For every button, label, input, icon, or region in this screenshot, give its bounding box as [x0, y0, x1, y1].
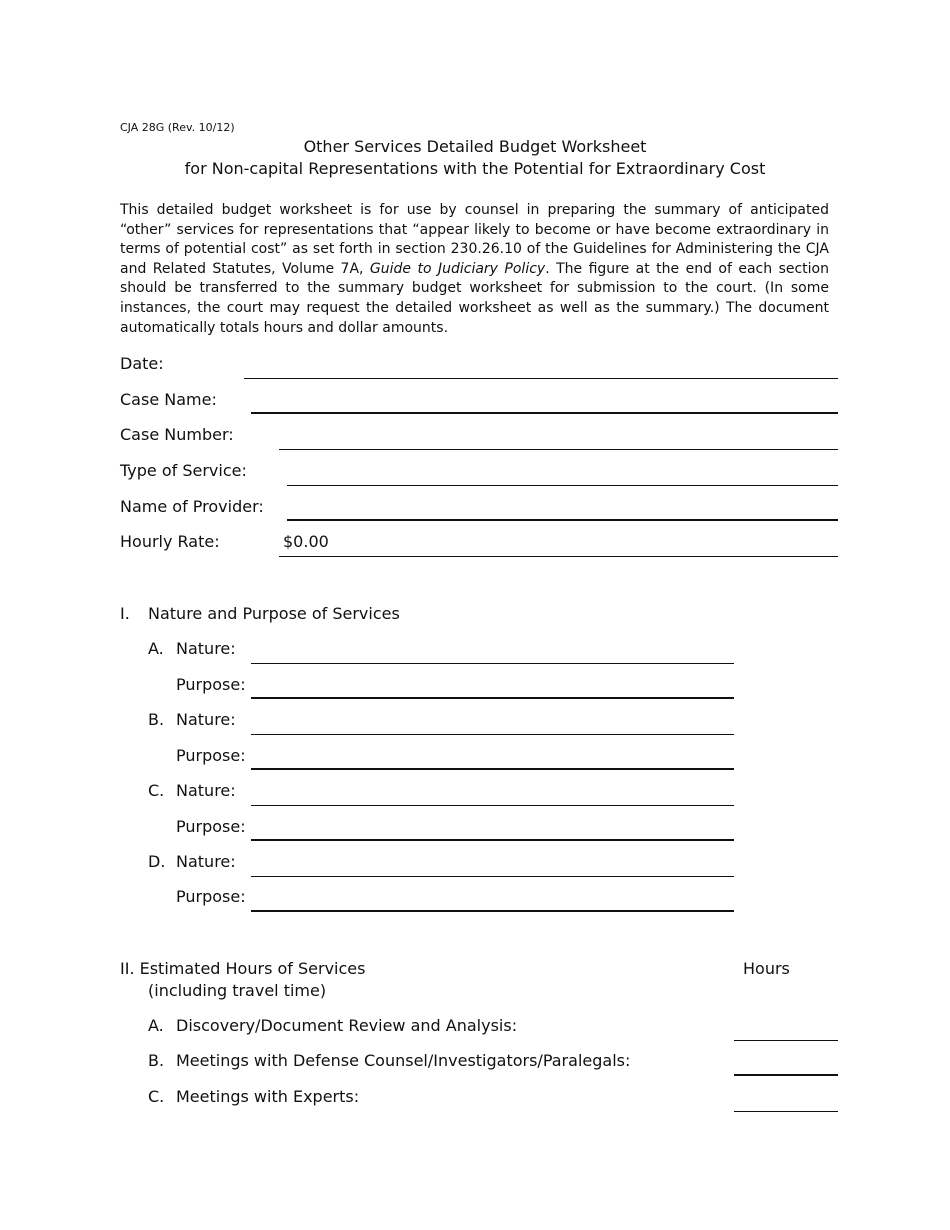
hours-field-discovery[interactable] — [736, 1018, 835, 1038]
section2-title: II. Estimated Hours of Services — [120, 959, 366, 978]
nature-label: Nature: — [176, 710, 236, 729]
nature-label: Nature: — [176, 852, 236, 871]
nature-underline-d — [251, 876, 734, 877]
purpose-underline-b — [251, 768, 734, 770]
case-name-underline — [251, 412, 838, 414]
nature-underline-b — [251, 734, 734, 735]
intro-italic-title: Guide to Judiciary Policy — [369, 260, 546, 277]
section1-item-letter: B. — [148, 710, 165, 729]
hours-item-label: Meetings with Defense Counsel/Investigators/Paralegals: — [176, 1051, 631, 1070]
type-of-service-field[interactable] — [289, 464, 836, 484]
section1-item-letter: D. — [148, 852, 166, 871]
purpose-label: Purpose: — [176, 817, 246, 836]
case-number-field[interactable] — [281, 428, 836, 448]
purpose-label: Purpose: — [176, 746, 246, 765]
purpose-field-a[interactable] — [253, 677, 731, 697]
hours-underline-c — [734, 1111, 838, 1112]
form-id: CJA 28G (Rev. 10/12) — [120, 121, 235, 134]
date-label: Date: — [120, 354, 164, 373]
case-name-label: Case Name: — [120, 390, 217, 409]
nature-field-a[interactable] — [253, 642, 731, 662]
hourly-rate-label: Hourly Rate: — [120, 532, 220, 551]
purpose-field-d[interactable] — [253, 890, 731, 910]
nature-field-d[interactable] — [253, 855, 731, 875]
hourly-rate-value[interactable]: $0.00 — [283, 532, 329, 551]
type-of-service-underline — [287, 485, 838, 486]
case-number-label: Case Number: — [120, 425, 234, 444]
nature-label: Nature: — [176, 639, 236, 658]
purpose-underline-d — [251, 910, 734, 912]
nature-underline-a — [251, 663, 734, 664]
intro-text-1: This detailed budget worksheet is for use by counsel in preparing the summary of anticipated “other” services for representations that “appear likely to become or have become extraordinary in terms of potential cost” as set forth in section 230.26.10 of the Guidelines for Administering the CJA and Related Statutes, Volume 7A, — [120, 202, 829, 277]
hours-item-letter: A. — [148, 1016, 164, 1035]
nature-underline-c — [251, 805, 734, 806]
purpose-underline-a — [251, 697, 734, 699]
intro-text-2: . The figure at the end of each section should be transferred to the summary budget worksheet for submission to the court. (In some instances, the court may request the detailed worksheet as well as the summary.) The document automatically totals hours and dollar amounts. — [120, 260, 829, 336]
hours-item-letter: C. — [148, 1087, 165, 1106]
purpose-label: Purpose: — [176, 887, 246, 906]
hours-item-label: Meetings with Experts: — [176, 1087, 360, 1106]
type-of-service-label: Type of Service: — [120, 461, 247, 480]
case-name-field[interactable] — [253, 392, 836, 412]
date-field[interactable] — [246, 357, 836, 377]
name-of-provider-field[interactable] — [289, 499, 836, 519]
purpose-field-c[interactable] — [253, 819, 731, 839]
form-subtitle: for Non-capital Representations with the Potential for Extraordinary Cost — [184, 159, 766, 178]
nature-label: Nature: — [176, 781, 236, 800]
section1-title: Nature and Purpose of Services — [148, 604, 400, 623]
purpose-label: Purpose: — [176, 675, 246, 694]
hours-item-letter: B. — [148, 1051, 165, 1070]
hours-field-meetings-experts[interactable] — [736, 1089, 835, 1109]
form-title: Other Services Detailed Budget Worksheet — [303, 137, 647, 156]
section2-subtitle: (including travel time) — [148, 981, 327, 1000]
date-underline — [244, 378, 838, 379]
hours-column-header: Hours — [743, 959, 790, 978]
case-number-underline — [279, 449, 838, 450]
section1-item-letter: C. — [148, 781, 165, 800]
hours-underline-b — [734, 1074, 838, 1076]
hourly-rate-underline — [279, 556, 838, 557]
hours-field-meetings-counsel[interactable] — [736, 1053, 835, 1073]
section1-number: I. — [120, 604, 130, 623]
hours-item-label: Discovery/Document Review and Analysis: — [176, 1016, 518, 1035]
purpose-field-b[interactable] — [253, 748, 731, 768]
intro-paragraph — [120, 201, 829, 338]
purpose-underline-c — [251, 839, 734, 841]
section1-item-letter: A. — [148, 639, 164, 658]
hours-underline-a — [734, 1040, 838, 1041]
name-of-provider-underline — [287, 519, 838, 521]
name-of-provider-label: Name of Provider: — [120, 497, 264, 516]
nature-field-b[interactable] — [253, 713, 731, 733]
nature-field-c[interactable] — [253, 784, 731, 804]
